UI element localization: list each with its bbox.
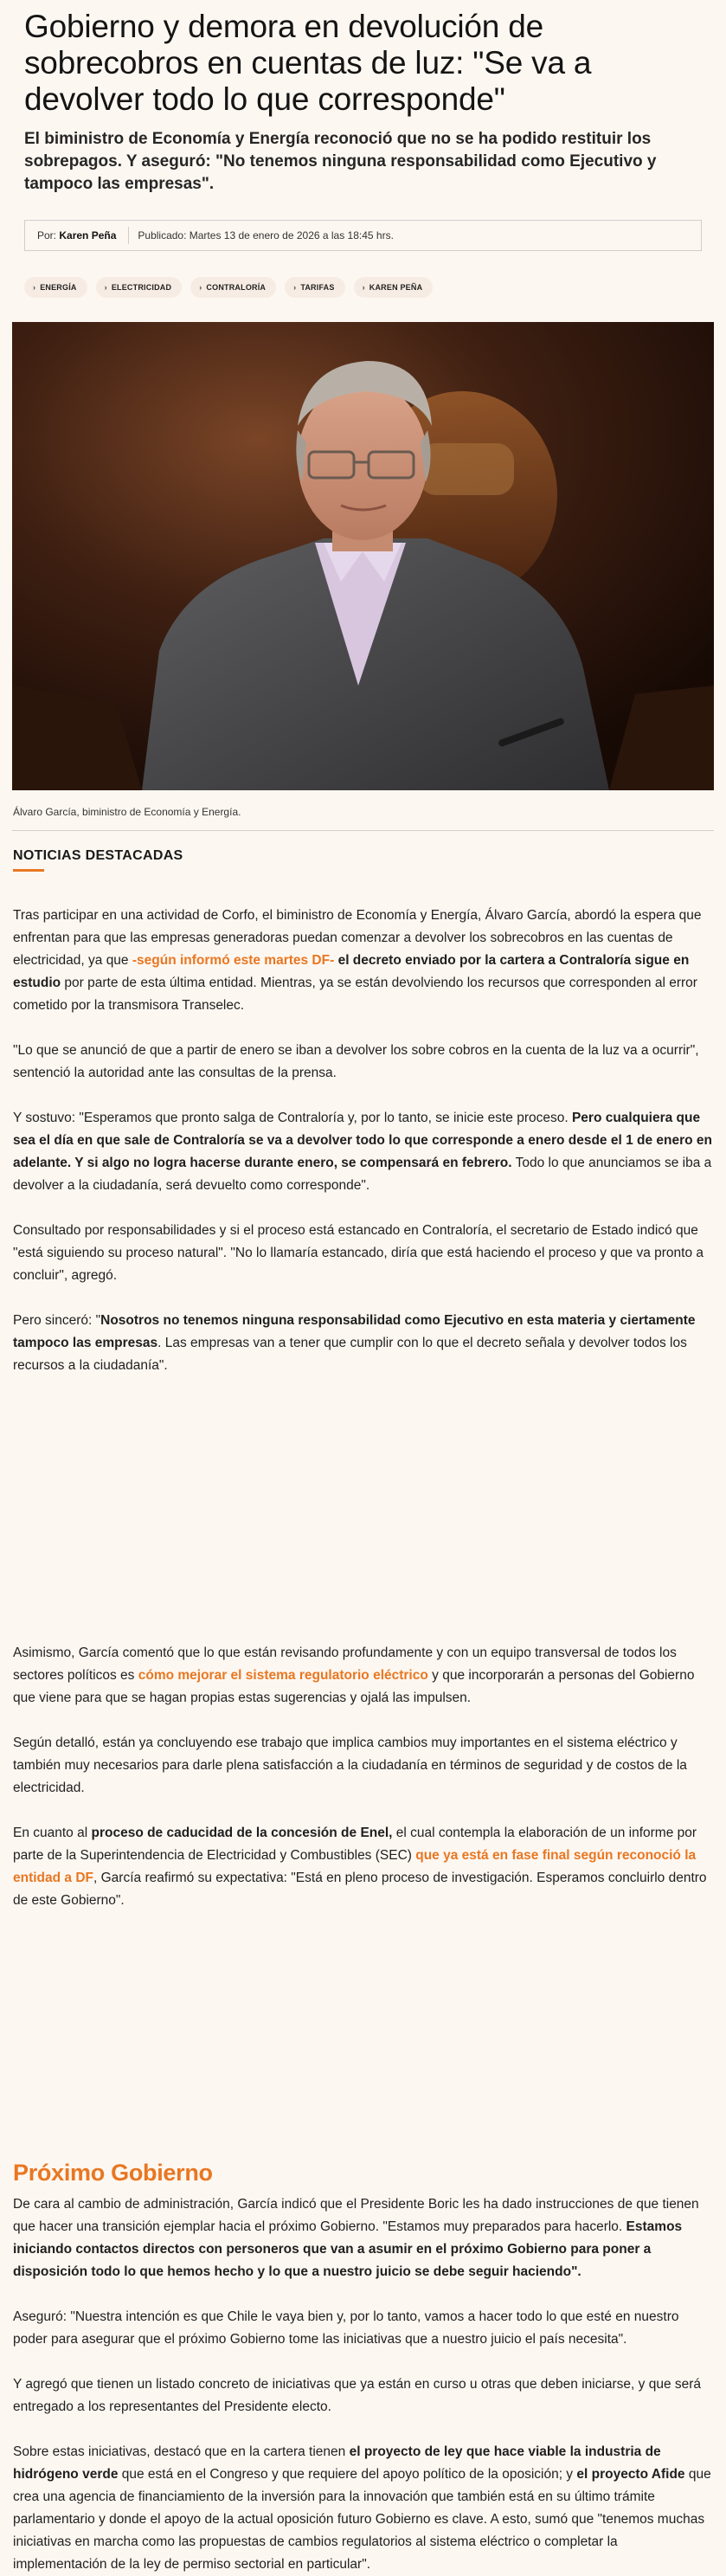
inline-link-regulatory-system[interactable]: cómo mejorar el sistema regulatorio eléctrico xyxy=(138,1668,428,1683)
section-title-proximo-gobierno: Próximo Gobierno xyxy=(13,2160,213,2186)
paragraph-6: Asimismo, García comentó que lo que están revisando profundamente y con un equipo transversal de todos los sectores políticos es cómo mejorar el sistema regulatorio eléctrico y que incorporarán a personas del Gobierno que viene para que se hagan propias estas sugerencias y ojalá las impulsen. xyxy=(13,1645,695,1705)
minister-photo-illustration xyxy=(12,322,714,790)
chevron-right-icon: › xyxy=(33,283,36,292)
publish-date: Publicado: Martes 13 de enero de 2026 a las 18:45 hrs. xyxy=(138,229,394,242)
paragraph-3: Y sostuvo: "Esperamos que pronto salga de Contraloría y, por lo tanto, se inicie este proceso. Pero cualquiera que sea el día en que sale de Contraloría se va a devolver todo lo que corresponde a enero desde el 1 de enero en adelante. Y si algo no logra hacerse durante enero, se compensará en febrero. Todo lo que anunciamos se iba a devolver a la ciudadanía, será devuelto como corresponde". xyxy=(13,1111,713,1193)
chevron-right-icon: › xyxy=(104,283,107,292)
tag-list xyxy=(24,277,726,298)
article-body-continued xyxy=(13,2193,714,2576)
article-body xyxy=(13,905,714,1912)
inline-link-df-report[interactable]: -según informó este martes DF- xyxy=(132,953,335,968)
paragraph-4: Consultado por responsabilidades y si el proceso está estancado en Contraloría, el secretario de Estado indicó que "está siguiendo su proceso natural". "No lo llamaría estancado, diría que está haciendo el proceso y que va pronto a concluir", agregó. xyxy=(13,1223,704,1283)
tag-karen-pena[interactable]: › KAREN PEÑA xyxy=(354,277,434,298)
paragraph-12: Sobre estas iniciativas, destacó que en la cartera tienen el proyecto de ley que hace viable la industria de hidrógeno verde que está en el Congreso y que requiere del apoyo político de la oposición; y el proyecto Afide que crea una agencia de financiamiento de la inversión para la innovación que también está en su último trámite parlamentario y donde el apoyo de la actual oposición futuro Gobierno es clave. A esto, sumó que "tenemos muchas iniciativas en marcha como las propuestas de cambios regulatorios al sistema eléctrico o completar la implementación de la ley de permiso sectorial en particular". xyxy=(13,2444,711,2572)
byline xyxy=(25,227,129,244)
tag-energia[interactable]: › ENERGÍA xyxy=(24,277,87,298)
paragraph-2: "Lo que se anunció de que a partir de enero se iban a devolver los sobre cobros en la cuenta de la luz va a ocurrir", sentenció la autoridad ante las consultas de la prensa. xyxy=(13,1043,699,1080)
article-subhead: El biministro de Economía y Energía reconoció que no se ha podido restituir los sobrepagos. Y aseguró: "No tenemos ninguna responsabilidad como Ejecutivo y tampoco las empresas". xyxy=(24,130,657,193)
author-link[interactable]: Karen Peña xyxy=(59,229,117,242)
paragraph-7: Según detalló, están ya concluyendo ese trabajo que implica cambios muy importantes en el sistema eléctrico y también muy necesarios para darle plena satisfacción a la ciudadanía en términos de seguridad y de costos de la electricidad. xyxy=(13,1736,687,1795)
article-meta xyxy=(24,220,702,251)
article-headline: Gobierno y demora en devolución de sobrecobros en cuentas de luz: "Se va a devolver todo lo que corresponde" xyxy=(24,9,592,117)
chevron-right-icon: › xyxy=(293,283,297,292)
paragraph-8: En cuanto al proceso de caducidad de la concesión de Enel, el cual contempla la elaboración de un informe por parte de la Superintendencia de Electricidad y Combustibles (SEC) que ya está en fase final según reconoció la entidad a DF, García reafirmó su expectativa: "Está en pleno proceso de investigación. Esperamos concluirlo dentro de este Gobierno". xyxy=(13,1826,707,1908)
byline-prefix: Por: xyxy=(37,229,57,242)
divider xyxy=(12,830,714,831)
inline-link-sec-report[interactable]: que ya está en fase final según reconoció la entidad a DF xyxy=(13,1848,697,1885)
related-news-title: NOTICIAS DESTACADAS xyxy=(13,848,183,863)
tag-electricidad[interactable]: › ELECTRICIDAD xyxy=(96,277,183,298)
paragraph-5: Pero sinceró: "Nosotros no tenemos ninguna responsabilidad como Ejecutivo en esta materia y ciertamente tampoco las empresas. Las empresas van a tener que cumplir con lo que el decreto señala y devolver todos los recursos a la ciudadanía". xyxy=(13,1313,696,1373)
paragraph-9: De cara al cambio de administración, García indicó que el Presidente Boric les ha dado instrucciones de que tienen que hacer una transición ejemplar hacia el próximo Gobierno. "Estamos muy preparados para hacerlo. Estamos iniciando contactos directos con personeros que van a asumir en el próximo Gobierno para poner a disposición todo lo que hemos hecho y lo que a nuestro juicio se debe seguir haciendo". xyxy=(13,2197,699,2279)
paragraph-11: Y agregó que tienen un listado concreto de iniciativas que ya están en curso u otras que deben iniciarse, y que será entregado a los representantes del Presidente electo. xyxy=(13,2377,702,2414)
tag-contraloria[interactable]: › CONTRALORÍA xyxy=(190,277,276,298)
photo-caption: Álvaro García, biministro de Economía y Energía. xyxy=(13,806,241,818)
related-news-underline xyxy=(13,869,44,872)
article-photo xyxy=(12,322,714,790)
chevron-right-icon: › xyxy=(362,283,365,292)
chevron-right-icon: › xyxy=(199,283,202,292)
paragraph-10: Aseguró: "Nuestra intención es que Chile le vaya bien y, por lo tanto, vamos a hacer todo lo que esté en nuestro poder para asegurar que el próximo Gobierno tome las iniciativas que a nuestro juicio el país necesita". xyxy=(13,2309,679,2347)
paragraph-1: Tras participar en una actividad de Corfo, el biministro de Economía y Energía, Álvaro García, abordó la espera que enfrentan para que las empresas generadoras puedan comenzar a devolver los sobrecobros en las cuentas de electricidad, ya que -según informó este martes DF- el decreto enviado por la cartera a Contraloría sigue en estudio por parte de esta última entidad. Mientras, ya se están devolviendo los recursos que corresponden al error cometido por la transmisora Transelec. xyxy=(13,908,702,1013)
tag-tarifas[interactable]: › TARIFAS xyxy=(285,277,344,298)
